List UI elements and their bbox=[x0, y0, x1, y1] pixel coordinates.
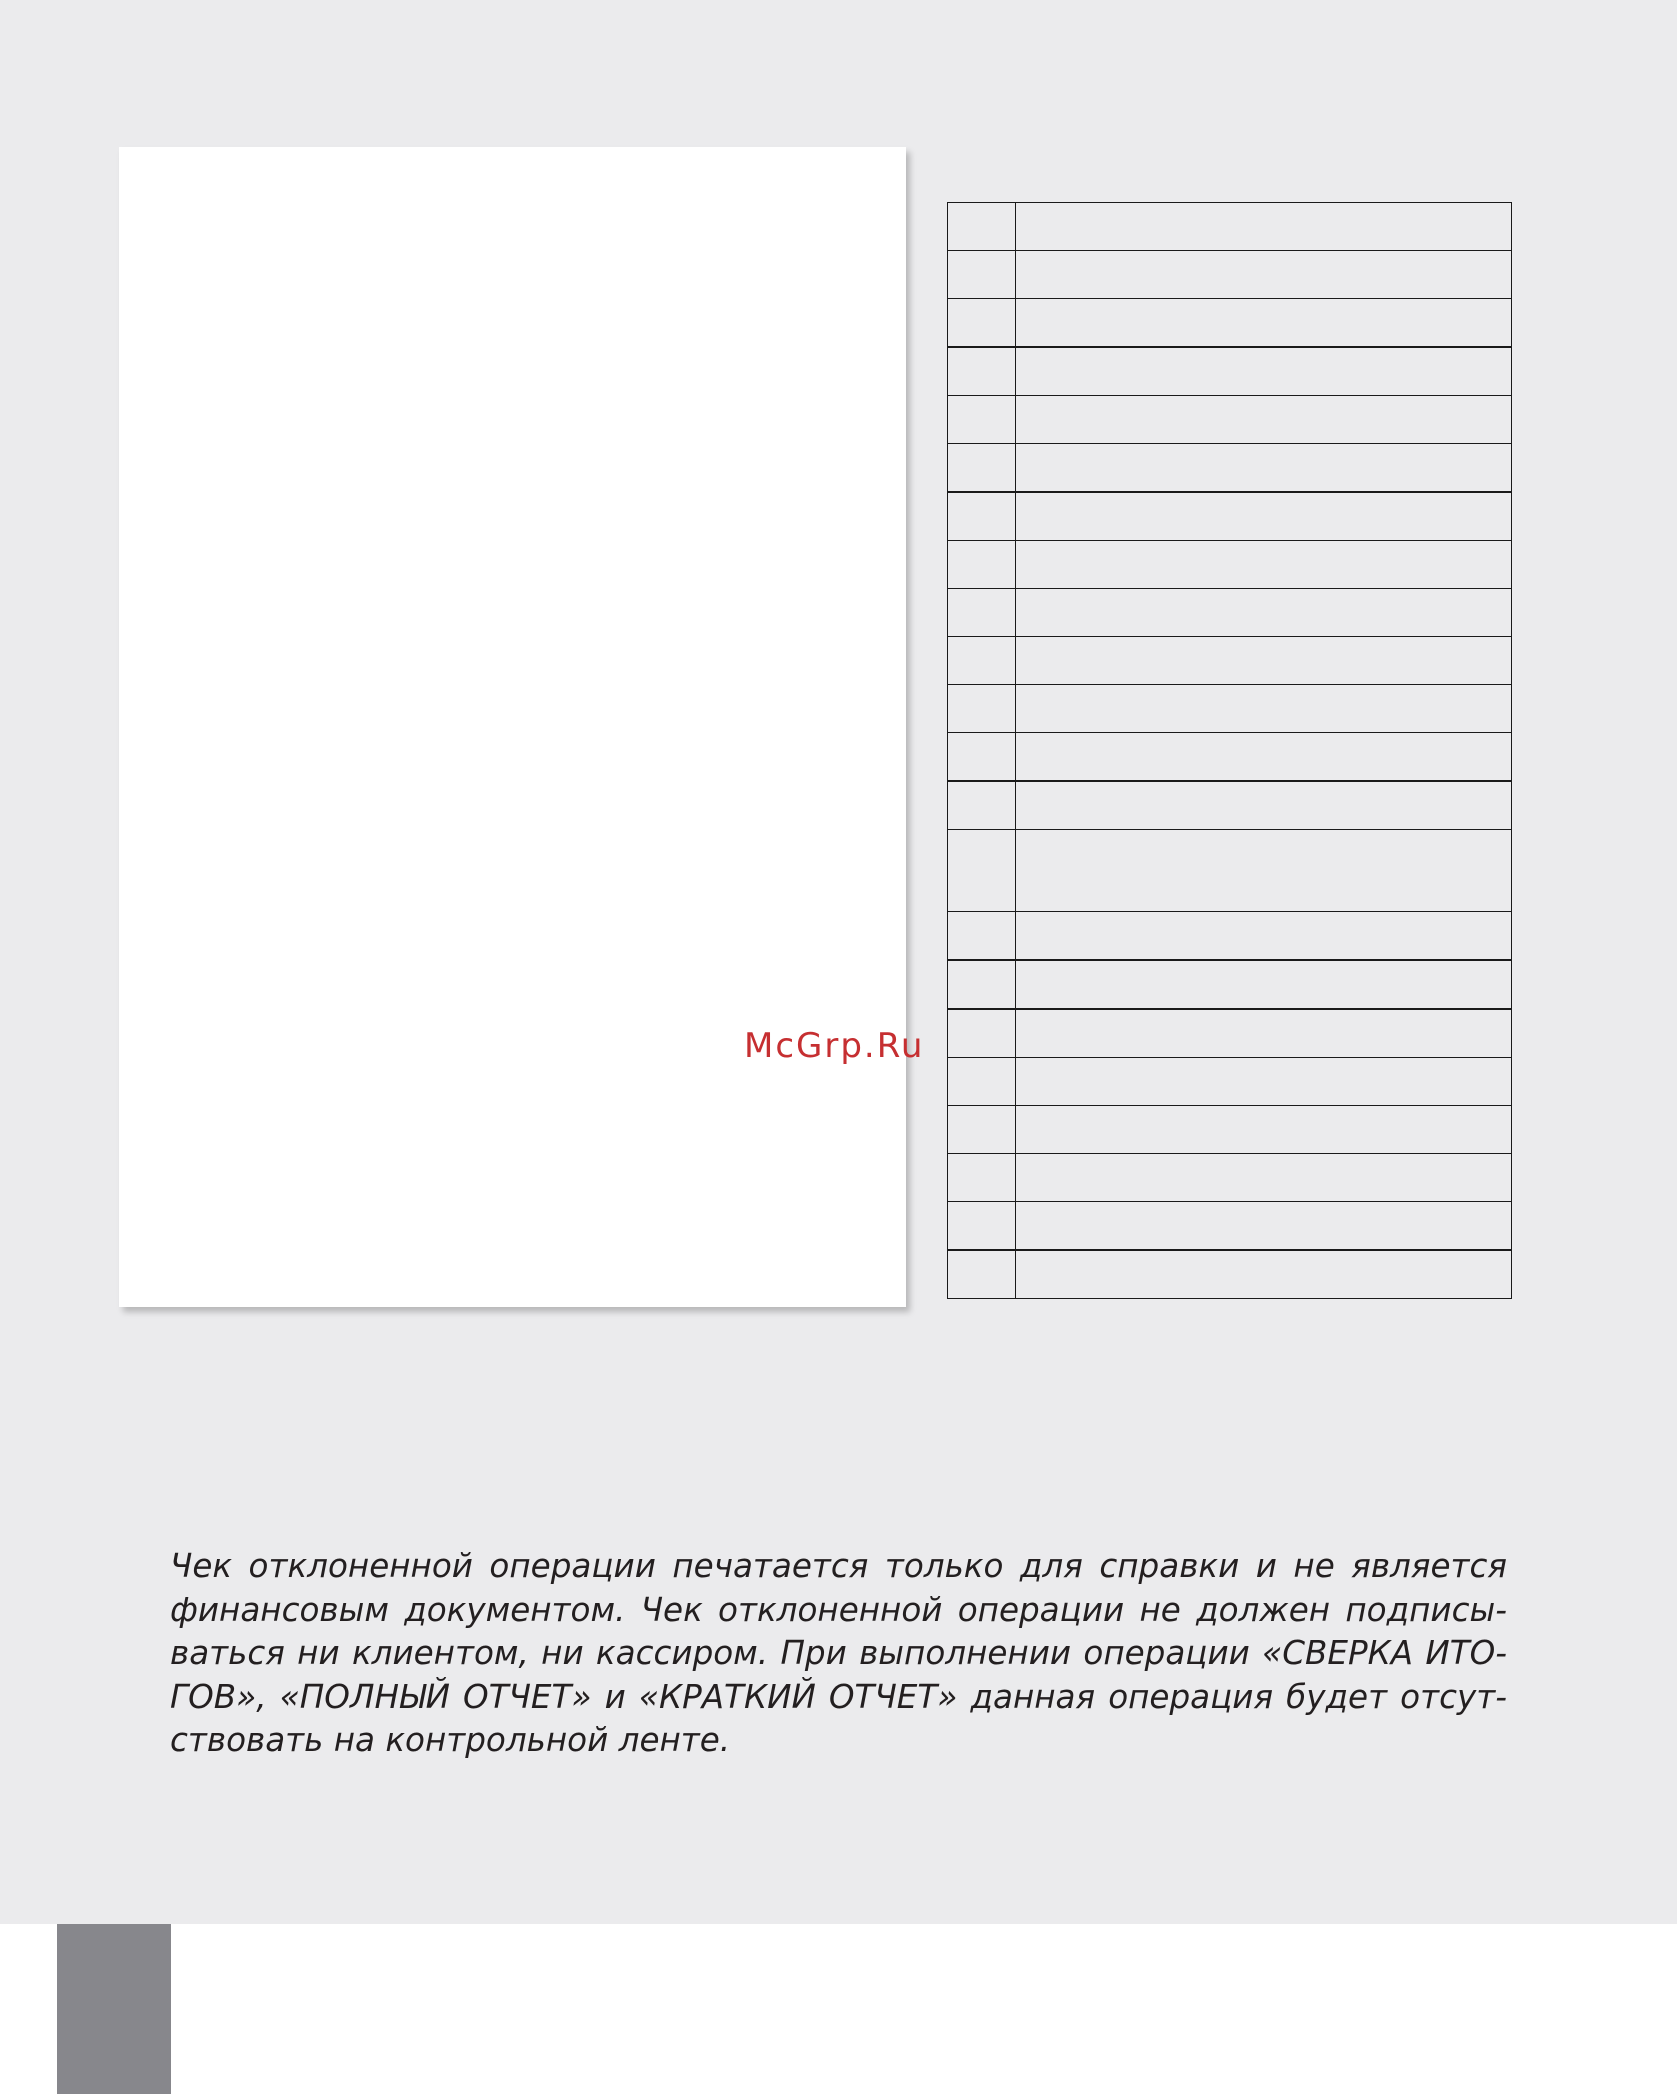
table-row bbox=[948, 203, 1512, 251]
table-row bbox=[948, 396, 1512, 444]
table-row bbox=[948, 251, 1512, 299]
row-number-cell bbox=[948, 444, 1016, 493]
row-description-cell bbox=[1016, 637, 1512, 685]
table-row bbox=[948, 1250, 1512, 1299]
row-number-cell bbox=[948, 830, 1016, 912]
row-description-cell bbox=[1016, 1250, 1512, 1299]
row-description-cell bbox=[1016, 1009, 1512, 1058]
row-number-cell bbox=[948, 203, 1016, 251]
table-row bbox=[948, 1106, 1512, 1154]
row-number-cell bbox=[948, 733, 1016, 782]
receipt-image bbox=[119, 147, 906, 1307]
row-number-cell bbox=[948, 1009, 1016, 1058]
row-description-cell bbox=[1016, 1154, 1512, 1202]
table-row bbox=[948, 637, 1512, 685]
row-number-cell bbox=[948, 1106, 1016, 1154]
row-description-cell bbox=[1016, 541, 1512, 589]
note-line: финансовым документом. Чек отклоненной операции не должен подписы- bbox=[170, 1590, 1507, 1629]
table-row bbox=[948, 685, 1512, 733]
row-description-cell bbox=[1016, 444, 1512, 493]
table-row bbox=[948, 299, 1512, 348]
row-number-cell bbox=[948, 960, 1016, 1009]
note-line: ГОВ», «ПОЛНЫЙ ОТЧЕТ» и «КРАТКИЙ ОТЧЕТ» данная операция будет отсут- bbox=[170, 1677, 1507, 1716]
row-number-cell bbox=[948, 1154, 1016, 1202]
row-description-cell bbox=[1016, 830, 1512, 912]
row-number-cell bbox=[948, 299, 1016, 348]
page-edge-tab bbox=[57, 1924, 171, 2094]
row-description-cell bbox=[1016, 685, 1512, 733]
row-number-cell bbox=[948, 589, 1016, 637]
note-line: ствовать на контрольной ленте. bbox=[170, 1721, 731, 1759]
row-description-cell bbox=[1016, 299, 1512, 348]
row-description-cell bbox=[1016, 733, 1512, 782]
watermark: McGrp.Ru bbox=[744, 1026, 925, 1066]
table-row bbox=[948, 830, 1512, 912]
row-description-cell bbox=[1016, 251, 1512, 299]
row-number-cell bbox=[948, 396, 1016, 444]
table-row bbox=[948, 1202, 1512, 1251]
row-number-cell bbox=[948, 685, 1016, 733]
row-number-cell bbox=[948, 251, 1016, 299]
row-description-cell bbox=[1016, 960, 1512, 1009]
table-row bbox=[948, 541, 1512, 589]
note-paragraph bbox=[170, 1545, 1507, 1763]
row-description-cell bbox=[1016, 781, 1512, 830]
note-line: Чек отклоненной операции печатается только для справки и не является bbox=[170, 1547, 1507, 1585]
table-row bbox=[948, 733, 1512, 782]
row-description-cell bbox=[1016, 492, 1512, 541]
table-row bbox=[948, 589, 1512, 637]
table-row bbox=[948, 492, 1512, 541]
row-number-cell bbox=[948, 1058, 1016, 1106]
row-number-cell bbox=[948, 637, 1016, 685]
row-number-cell bbox=[948, 912, 1016, 961]
row-description-cell bbox=[1016, 347, 1512, 396]
receipt-legend-table bbox=[947, 202, 1512, 1299]
row-description-cell bbox=[1016, 203, 1512, 251]
row-number-cell bbox=[948, 541, 1016, 589]
row-description-cell bbox=[1016, 912, 1512, 961]
table-row bbox=[948, 912, 1512, 961]
row-description-cell bbox=[1016, 1202, 1512, 1251]
table-row bbox=[948, 1154, 1512, 1202]
row-number-cell bbox=[948, 492, 1016, 541]
row-description-cell bbox=[1016, 1058, 1512, 1106]
row-description-cell bbox=[1016, 589, 1512, 637]
table-row bbox=[948, 347, 1512, 396]
row-description-cell bbox=[1016, 396, 1512, 444]
table-row bbox=[948, 781, 1512, 830]
row-description-cell bbox=[1016, 1106, 1512, 1154]
table-row bbox=[948, 444, 1512, 493]
row-number-cell bbox=[948, 781, 1016, 830]
table-row bbox=[948, 1009, 1512, 1058]
row-number-cell bbox=[948, 347, 1016, 396]
table-row bbox=[948, 960, 1512, 1009]
note-line: ваться ни клиентом, ни кассиром. При выполнении операции «СВЕРКА ИТО- bbox=[170, 1634, 1507, 1672]
row-number-cell bbox=[948, 1250, 1016, 1299]
table-row bbox=[948, 1058, 1512, 1106]
row-number-cell bbox=[948, 1202, 1016, 1251]
